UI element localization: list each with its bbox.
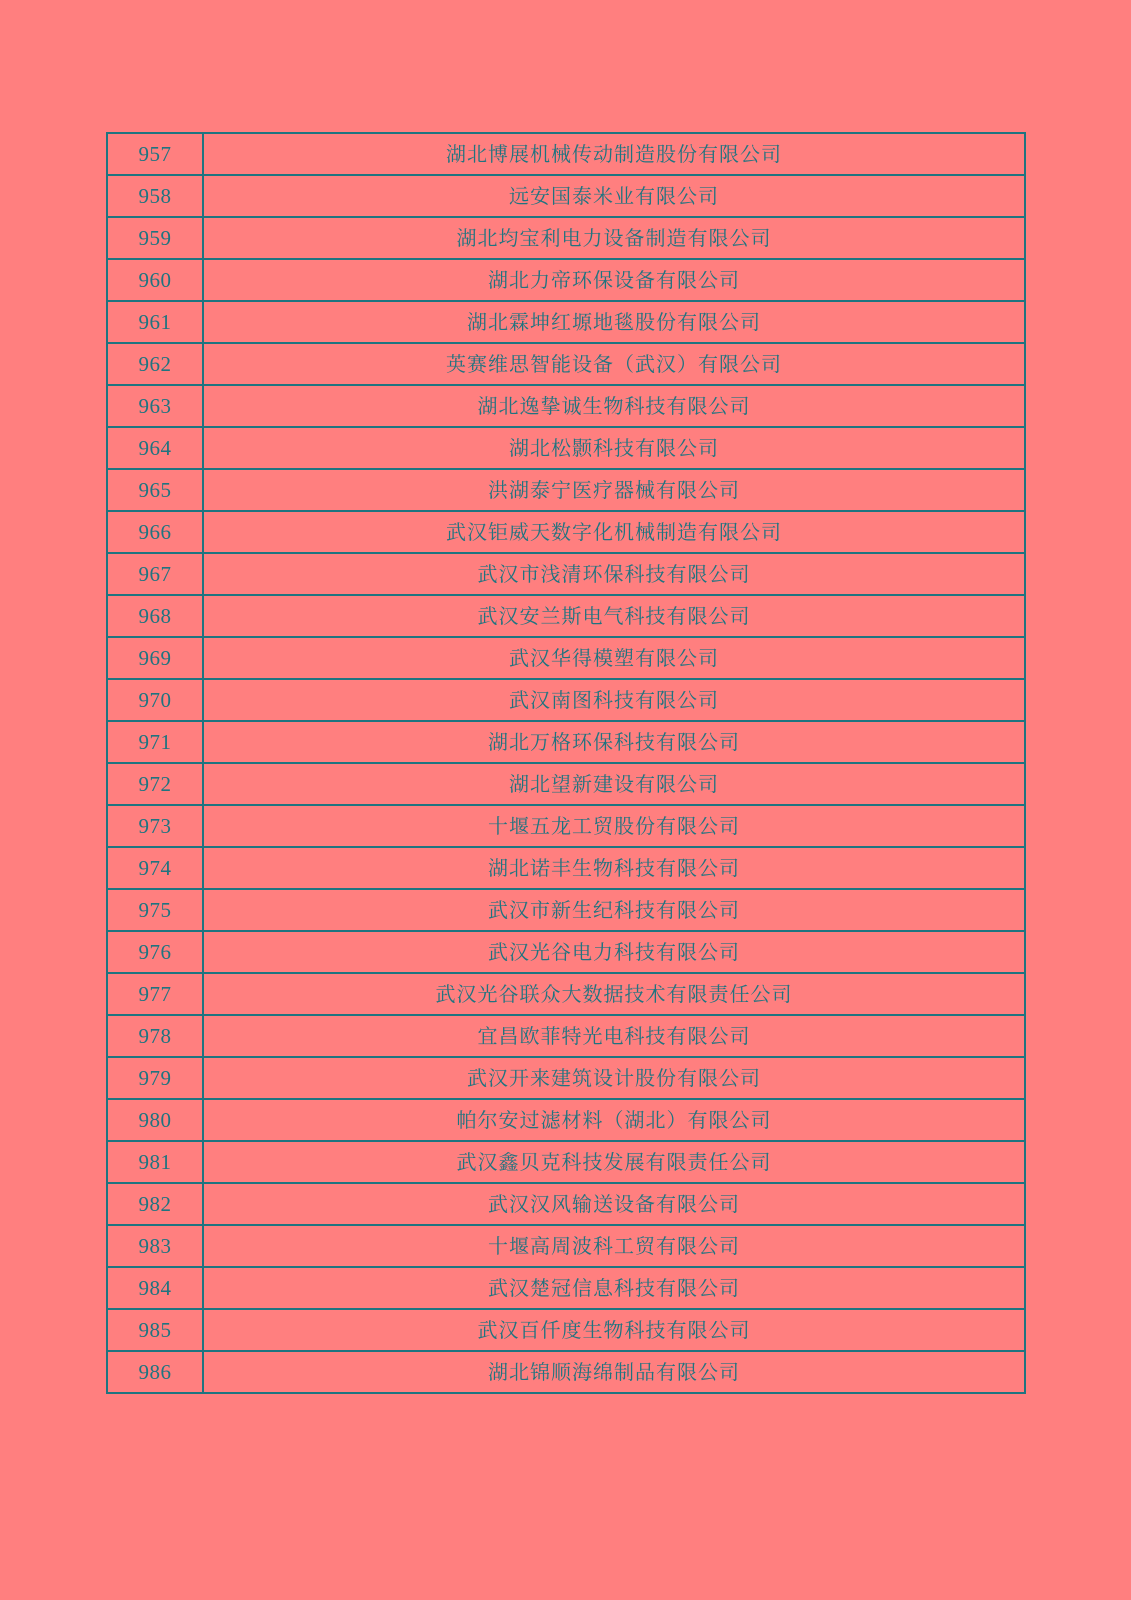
- table-row: [107, 763, 1025, 805]
- row-number: 972: [107, 763, 203, 805]
- row-number: 961: [107, 301, 203, 343]
- company-name: 英赛维思智能设备（武汉）有限公司: [203, 343, 1025, 385]
- table-row: [107, 133, 1025, 175]
- table-row: [107, 301, 1025, 343]
- row-number: 967: [107, 553, 203, 595]
- row-number: 969: [107, 637, 203, 679]
- company-name: 湖北逸挚诚生物科技有限公司: [203, 385, 1025, 427]
- row-number: 970: [107, 679, 203, 721]
- table-row: [107, 1141, 1025, 1183]
- table-row: [107, 217, 1025, 259]
- company-name: 湖北望新建设有限公司: [203, 763, 1025, 805]
- table-row: [107, 1267, 1025, 1309]
- row-number: 958: [107, 175, 203, 217]
- row-number: 968: [107, 595, 203, 637]
- company-name: 武汉光谷电力科技有限公司: [203, 931, 1025, 973]
- company-name: 远安国泰米业有限公司: [203, 175, 1025, 217]
- table-row: [107, 1015, 1025, 1057]
- company-name: 帕尔安过滤材料（湖北）有限公司: [203, 1099, 1025, 1141]
- row-number: 985: [107, 1309, 203, 1351]
- company-name: 洪湖泰宁医疗器械有限公司: [203, 469, 1025, 511]
- table-row: [107, 1099, 1025, 1141]
- company-name: 武汉开来建筑设计股份有限公司: [203, 1057, 1025, 1099]
- company-name: 武汉光谷联众大数据技术有限责任公司: [203, 973, 1025, 1015]
- table-row: [107, 847, 1025, 889]
- company-name: 武汉鑫贝克科技发展有限责任公司: [203, 1141, 1025, 1183]
- row-number: 962: [107, 343, 203, 385]
- table-row: [107, 511, 1025, 553]
- company-name: 湖北锦顺海绵制品有限公司: [203, 1351, 1025, 1393]
- table-row: [107, 259, 1025, 301]
- company-name: 湖北博展机械传动制造股份有限公司: [203, 133, 1025, 175]
- table-row: [107, 175, 1025, 217]
- row-number: 973: [107, 805, 203, 847]
- company-name: 湖北万格环保科技有限公司: [203, 721, 1025, 763]
- row-number: 965: [107, 469, 203, 511]
- table-row: [107, 805, 1025, 847]
- table-row: [107, 889, 1025, 931]
- row-number: 964: [107, 427, 203, 469]
- row-number: 983: [107, 1225, 203, 1267]
- company-name: 十堰高周波科工贸有限公司: [203, 1225, 1025, 1267]
- table-row: [107, 595, 1025, 637]
- table-row: [107, 343, 1025, 385]
- table-row: [107, 1309, 1025, 1351]
- company-name: 湖北诺丰生物科技有限公司: [203, 847, 1025, 889]
- row-number: 986: [107, 1351, 203, 1393]
- row-number: 981: [107, 1141, 203, 1183]
- company-name: 十堰五龙工贸股份有限公司: [203, 805, 1025, 847]
- table-row: [107, 679, 1025, 721]
- table-row: [107, 427, 1025, 469]
- row-number: 977: [107, 973, 203, 1015]
- company-name: 宜昌欧菲特光电科技有限公司: [203, 1015, 1025, 1057]
- row-number: 984: [107, 1267, 203, 1309]
- company-name: 湖北均宝利电力设备制造有限公司: [203, 217, 1025, 259]
- company-list-body: [107, 133, 1025, 1393]
- company-name: 湖北力帝环保设备有限公司: [203, 259, 1025, 301]
- company-name: 武汉钜威天数字化机械制造有限公司: [203, 511, 1025, 553]
- table-row: [107, 1225, 1025, 1267]
- table-row: [107, 721, 1025, 763]
- table-row: [107, 1183, 1025, 1225]
- company-name: 武汉汉风输送设备有限公司: [203, 1183, 1025, 1225]
- row-number: 957: [107, 133, 203, 175]
- company-list-table: [106, 132, 1026, 1394]
- table-row: [107, 1351, 1025, 1393]
- row-number: 975: [107, 889, 203, 931]
- company-name: 武汉市新生纪科技有限公司: [203, 889, 1025, 931]
- company-name: 武汉安兰斯电气科技有限公司: [203, 595, 1025, 637]
- row-number: 971: [107, 721, 203, 763]
- table-row: [107, 1057, 1025, 1099]
- row-number: 959: [107, 217, 203, 259]
- table-row: [107, 469, 1025, 511]
- company-name: 武汉市浅清环保科技有限公司: [203, 553, 1025, 595]
- row-number: 963: [107, 385, 203, 427]
- company-name: 湖北霖坤红塬地毯股份有限公司: [203, 301, 1025, 343]
- row-number: 980: [107, 1099, 203, 1141]
- table-row: [107, 553, 1025, 595]
- row-number: 976: [107, 931, 203, 973]
- company-name: 武汉南图科技有限公司: [203, 679, 1025, 721]
- table-row: [107, 973, 1025, 1015]
- row-number: 978: [107, 1015, 203, 1057]
- company-name: 武汉楚冠信息科技有限公司: [203, 1267, 1025, 1309]
- row-number: 966: [107, 511, 203, 553]
- company-name: 武汉华得模塑有限公司: [203, 637, 1025, 679]
- row-number: 982: [107, 1183, 203, 1225]
- row-number: 974: [107, 847, 203, 889]
- company-name: 武汉百仟度生物科技有限公司: [203, 1309, 1025, 1351]
- table-row: [107, 385, 1025, 427]
- table-row: [107, 637, 1025, 679]
- row-number: 979: [107, 1057, 203, 1099]
- table-row: [107, 931, 1025, 973]
- company-name: 湖北松颢科技有限公司: [203, 427, 1025, 469]
- row-number: 960: [107, 259, 203, 301]
